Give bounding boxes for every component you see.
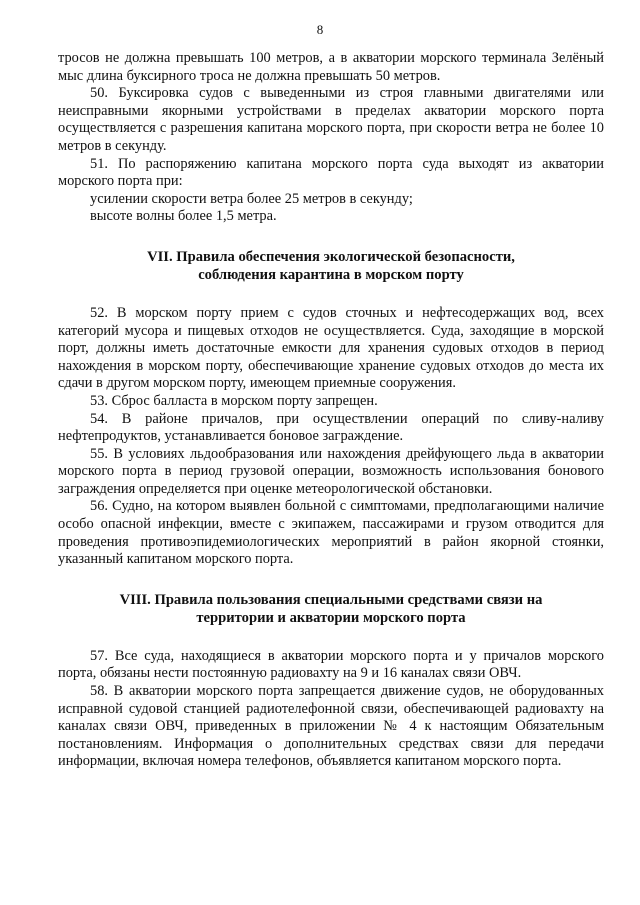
section-7-heading [58,248,604,285]
section-7-title-line2: соблюдения карантина в морском порту [198,267,464,284]
paragraph-51: 51. По распоряжению капитана морского порта суда выходят из акватории морского порта при: [58,155,604,190]
section-8-title-line1: VIII. Правила пользования специальными средствами связи на [119,591,543,608]
paragraph-56: 56. Судно, на котором выявлен больной с симптомами, предполагающими наличие особо опасной инфекции, вместе с экипажем, пассажирами и грузом отводится для проведения противоэпидемиологических мероприятий в район якорной стоянки, указанный капитаном морского порта. [58,498,604,568]
paragraph-55: 55. В условиях льдообразования или нахождения дрейфующего льда в акватории морского порта в период грузовой операции, возможность использования бонового заграждения определяется при оценке метеорологической обстановки. [58,445,604,497]
section-8-heading [58,591,604,628]
section-7-title-line1: VII. Правила обеспечения экологической безопасности, [147,248,515,265]
paragraph-53: 53. Сброс балласта в морском порту запрещен. [90,392,378,409]
paragraph-49-continuation: тросов не должна превышать 100 метров, а в акватории морского терминала Зелёный мыс длина буксирного троса не должна превышать 50 метров. [58,50,604,84]
document-body [58,50,604,771]
section-8-title-line2: территории и акватории морского порта [196,610,466,627]
paragraph-50: 50. Буксировка судов с выведенными из строя главными двигателями или неисправными якорными устройствами в пределах акватории морского порта осуществляется с разрешения капитана морского порта, при скорости ветра не более 10 метров в секунду. [58,85,604,154]
paragraph-54: 54. В районе причалов, при осуществлении операций по сливу-наливу нефтепродуктов, устанавливается боновое заграждение. [58,410,604,445]
paragraph-57: 57. Все суда, находящиеся в акватории морского порта и у причалов морского порта, обязаны нести постоянную радиовахту на 9 и 16 каналах связи ОВЧ. [58,647,604,682]
list-item-wind: усилении скорости ветра более 25 метров в секунду; [90,190,413,207]
page-number: 8 [316,22,324,37]
list-item-wave: высоте волны более 1,5 метра. [90,208,277,225]
paragraph-52: 52. В морском порту прием с судов сточных и нефтесодержащих вод, всех категорий мусора и пищевых отходов не осуществляется. Суда, заходящие в морской порт, должны иметь достаточные емкости для хранения судовых отходов в период нахождения в морском порту, обеспечивающие хранение судовых отходов до места их сдачи в другом морском порту, имеющем приемные сооружения. [58,304,604,392]
paragraph-58: 58. В акватории морского порта запрещается движение судов, не оборудованных исправной судовой станцией радиотелефонной связи, обеспечивающей радиовахту на каналах связи ОВЧ, приведенных в приложении № 4 к настоящим Обязательным постановлениям. Информация о дополнительных средствах связи для передачи информации, включая номера телефонов, объявляется капитаном морского порта. [58,683,604,770]
